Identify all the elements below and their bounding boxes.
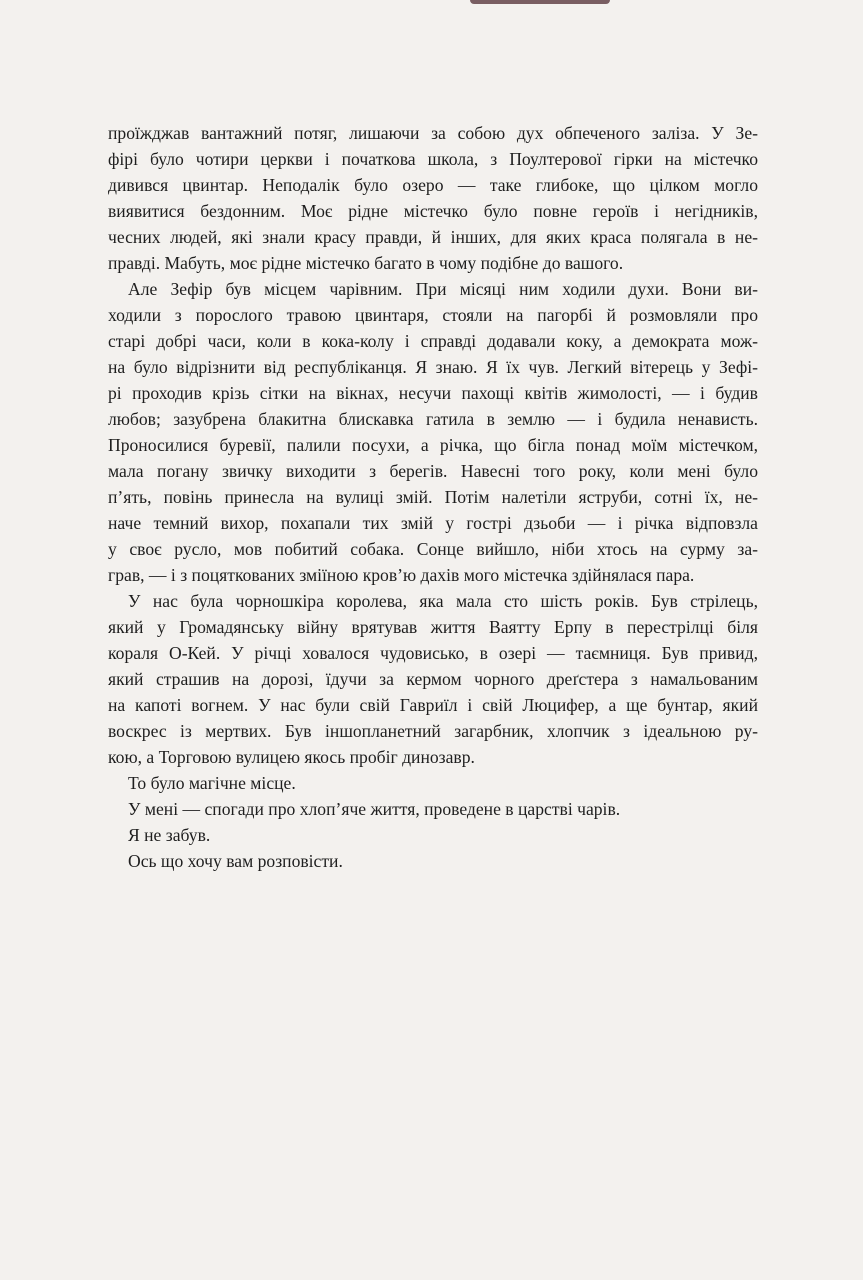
text-line: дивився цвинтар. Неподалік було озеро — таке глибоке, що цілком могло: [108, 175, 758, 195]
text-line: у своє русло, мов побитий собака. Сонце вийшло, ніби хтось на сурму за-: [108, 539, 758, 559]
text-line: п’ять, повінь принесла на вулиці змій. Потім налетіли яструби, сотні їх, не-: [108, 487, 758, 507]
paragraph: [108, 770, 758, 796]
page-edge-mark: [470, 0, 610, 4]
text-line: який у Громадянську війну врятував життя Ваятту Ерпу в перестрілці біля: [108, 617, 758, 637]
paragraph: [108, 276, 758, 588]
text-line: фірі було чотири церкви і початкова школа, з Поултерової гірки на містечко: [108, 149, 758, 169]
text-line: Проносилися буревії, палили посухи, а річка, що бігла понад моїм містечком,: [108, 435, 758, 455]
text-line: чесних людей, які знали красу правди, й інших, для яких краса полягала в не-: [108, 227, 758, 247]
paragraph: [108, 796, 758, 822]
text-line: кораля О-Кей. У річці ховалося чудовисько, в озері — таємниця. Був привид,: [108, 643, 758, 663]
text-line: То було магічне місце.: [128, 773, 296, 793]
paragraph: [108, 848, 758, 874]
text-line: У нас була чорношкіра королева, яка мала сто шість років. Був стрілець,: [128, 591, 758, 611]
text-line: любов; зазубрена блакитна блискавка гатила в землю — і будила ненависть.: [108, 409, 758, 429]
text-line: на було відрізнити від республіканця. Я знаю. Я їх чув. Легкий вітерець у Зефі-: [108, 357, 758, 377]
text-line: воскрес із мертвих. Був іншопланетний загарбник, хлопчик з ідеальною ру-: [108, 721, 758, 741]
text-line: який страшив на дорозі, їдучи за кермом чорного дреґстера з намальованим: [108, 669, 758, 689]
text-line: наче темний вихор, похапали тих змій у гострі дзьоби — і річка відповзла: [108, 513, 758, 533]
text-line: рі проходив крізь сітки на вікнах, несучи пахощі квітів жимолості, — і будив: [108, 383, 758, 403]
text-line: Ось що хочу вам розповісти.: [128, 851, 343, 871]
text-line: мала погану звичку виходити з берегів. Навесні того року, коли мені було: [108, 461, 758, 481]
paragraph: [108, 588, 758, 770]
text-line: правді. Мабуть, моє рідне містечко багато в чому подібне до вашого.: [108, 253, 624, 273]
text-line: Я не забув.: [128, 825, 211, 845]
text-line: на капоті вогнем. У нас були свій Гавриїл і свій Люцифер, а ще бунтар, який: [108, 695, 758, 715]
text-line: грав, — і з поцяткованих зміїною кров’ю дахів мого містечка здійнялася пара.: [108, 565, 695, 585]
text-line: виявитися бездонним. Моє рідне містечко було повне героїв і негідників,: [108, 201, 758, 221]
text-line: ходили з порослого травою цвинтаря, стояли на пагорбі й розмовляли про: [108, 305, 758, 325]
text-line: старі добрі часи, коли в кока-колу і справді додавали коку, а демократа мож-: [108, 331, 758, 351]
text-line: Але Зефір був місцем чарівним. При місяці ним ходили духи. Вони ви-: [128, 279, 758, 299]
text-line: кою, а Торговою вулицею якось пробіг динозавр.: [108, 747, 475, 767]
text-line: У мені — спогади про хлоп’яче життя, проведене в царстві чарів.: [128, 799, 621, 819]
paragraph: [108, 822, 758, 848]
text-line: проїжджав вантажний потяг, лишаючи за собою дух обпеченого заліза. У Зе-: [108, 123, 758, 143]
paragraph: [108, 120, 758, 276]
book-page-text: [108, 120, 758, 874]
